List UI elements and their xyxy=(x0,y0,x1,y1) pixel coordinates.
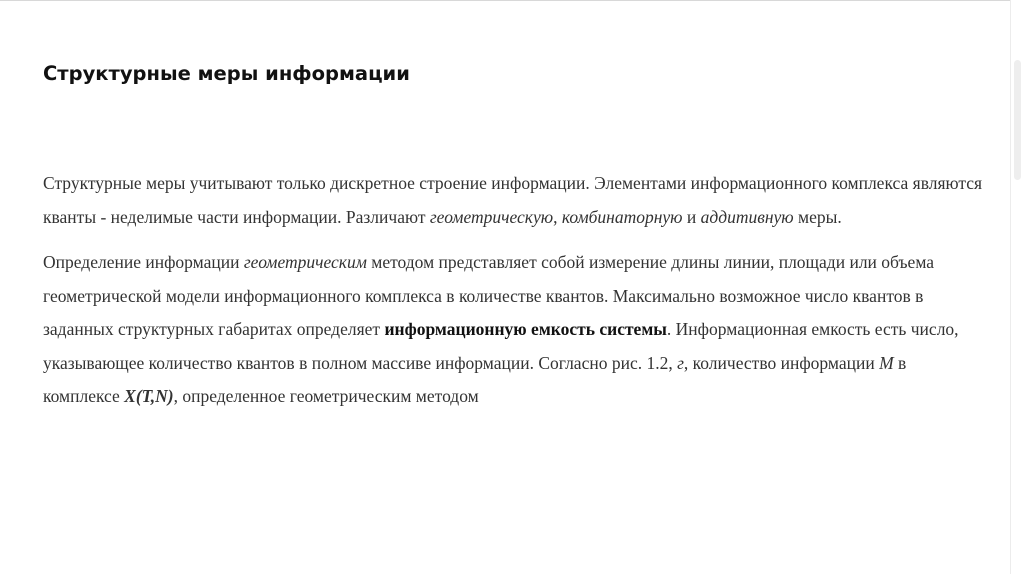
scrollbar-thumb[interactable] xyxy=(1014,60,1021,180)
formula-x-t-n: X(T,N) xyxy=(124,386,174,406)
paragraph2-text-6: , определенное геометрическим методом xyxy=(173,386,479,406)
term-information-capacity: информационную емкость системы xyxy=(384,319,667,339)
paragraph2-text-4: , количество информации xyxy=(683,352,880,373)
paragraph2-text-2: методом представляет собой измерение длины линии, площади или объема геометрической модели информационного комплекса в количестве квантов. Максимально возможное число квантов в заданных структурных габаритах определяет xyxy=(43,252,935,339)
slide-body xyxy=(43,167,983,414)
paragraph1-text-4: меры. xyxy=(793,206,842,227)
variable-m: М xyxy=(879,352,894,373)
term-additive: аддитивную xyxy=(700,206,794,227)
paragraph2-text-5: в комплексе xyxy=(43,352,907,406)
paragraph1-text-3: и xyxy=(682,206,701,227)
paragraph-geometric-method xyxy=(43,246,983,414)
term-geometric-method: геометрическим xyxy=(243,252,367,272)
term-combinatorial: комбинаторную xyxy=(561,206,683,227)
paragraph1-text-1: Структурные меры учитывают только дискретное строение информации. Элементами информационного комплекса являются кванты - неделимые части информации. Различают xyxy=(43,173,983,227)
term-geometric: геометрическую xyxy=(429,206,554,227)
paragraph2-text-3: . Информационная емкость есть число, указывающее количество квантов в полном массиве информации. Согласно рис. 1.2, xyxy=(43,319,959,373)
slide-title: Структурные меры информации xyxy=(43,62,410,85)
paragraph-structural-measures xyxy=(43,167,983,234)
scrollbar[interactable] xyxy=(1010,0,1024,574)
paragraph2-text-1: Определение информации xyxy=(43,252,244,272)
top-divider xyxy=(0,0,1024,1)
paragraph1-text-2: , xyxy=(553,206,562,227)
figure-reference-letter: г xyxy=(677,352,684,373)
